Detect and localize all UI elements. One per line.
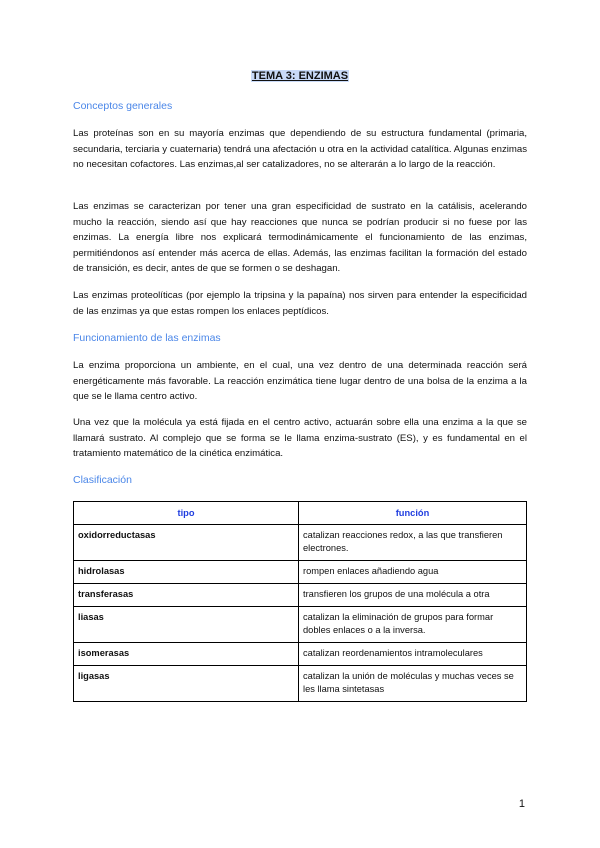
column-header-funcion: función <box>299 502 527 525</box>
heading-funcionamiento: Funcionamiento de las enzimas <box>73 332 221 344</box>
table-row <box>74 643 527 666</box>
paragraph-funcionamiento-1: La enzima proporciona un ambiente, en el cual, una vez dentro de una determinada reacción será energéticamente más favorable. La reacción enzimática tiene lugar dentro de una bolsa de la enzima a la que se le llama centro activo. <box>73 360 527 403</box>
column-header-tipo: tipo <box>74 502 299 525</box>
heading-conceptos-generales: Conceptos generales <box>73 100 173 112</box>
table-row <box>74 525 527 561</box>
cell-tipo: liasas <box>74 607 299 643</box>
cell-funcion: catalizan la eliminación de grupos para formar dobles enlaces o a la inversa. <box>299 607 527 643</box>
cell-tipo: hidrolasas <box>74 561 299 584</box>
cell-tipo: transferasas <box>74 584 299 607</box>
cell-tipo: isomerasas <box>74 643 299 666</box>
paragraph-conceptos-1: Las proteínas son en su mayoría enzimas que dependiendo de su estructura fundamental (primaria, secundaria, terciaria y cuaternaria) tendrá una afectación u otra en la actividad catalítica. Algunas enzimas no necesitan cofactores. Las enzimas,al ser catalizadores, no se alterarán a lo largo de la reacción. <box>73 128 527 171</box>
cell-tipo: ligasas <box>74 666 299 702</box>
cell-funcion: catalizan reordenamientos intramoleculares <box>299 643 527 666</box>
paragraph-conceptos-3: Las enzimas proteolíticas (por ejemplo la tripsina y la papaína) nos sirven para entender la especificidad de las enzimas ya que estas rompen los enlaces peptídicos. <box>73 290 527 317</box>
paragraph-funcionamiento-2: Una vez que la molécula ya está fijada en el centro activo, actuarán sobre ella una enzima a la que se llamará sustrato. Al complejo que se forma se le llama enzima-sustrato (ES), y es fundamental en el tratamiento matemático de la cinética enzimática. <box>73 417 527 460</box>
table-row <box>74 666 527 702</box>
cell-funcion: catalizan la unión de moléculas y muchas veces se les llama sintetasas <box>299 666 527 702</box>
enzyme-classification-table <box>73 501 527 702</box>
page-number: 1 <box>518 798 525 810</box>
table-header-row <box>74 502 527 525</box>
table-row <box>74 561 527 584</box>
table-row <box>74 584 527 607</box>
heading-clasificacion: Clasificación <box>73 474 132 486</box>
cell-funcion: catalizan reacciones redox, a las que transfieren electrones. <box>299 525 527 561</box>
cell-funcion: rompen enlaces añadiendo agua <box>299 561 527 584</box>
cell-tipo: oxidorreductasas <box>74 525 299 561</box>
cell-funcion: transfieren los grupos de una molécula a otra <box>299 584 527 607</box>
paragraph-conceptos-2: Las enzimas se caracterizan por tener una gran especificidad de sustrato en la catálisis, acelerando mucho la reacción, siendo así que hay reacciones que nunca se podrían producir si no fuese por las enzimas. La energía libre nos explicará termodinámicamente el funcionamiento de las enzimas, permitiéndonos así entender más acerca de ellas. Además, las enzimas facilitan la formación del estado de transición, es decir, antes de que se formen o se deshagan. <box>73 201 527 275</box>
document-title: TEMA 3: ENZIMAS <box>251 70 349 82</box>
table-row <box>74 607 527 643</box>
